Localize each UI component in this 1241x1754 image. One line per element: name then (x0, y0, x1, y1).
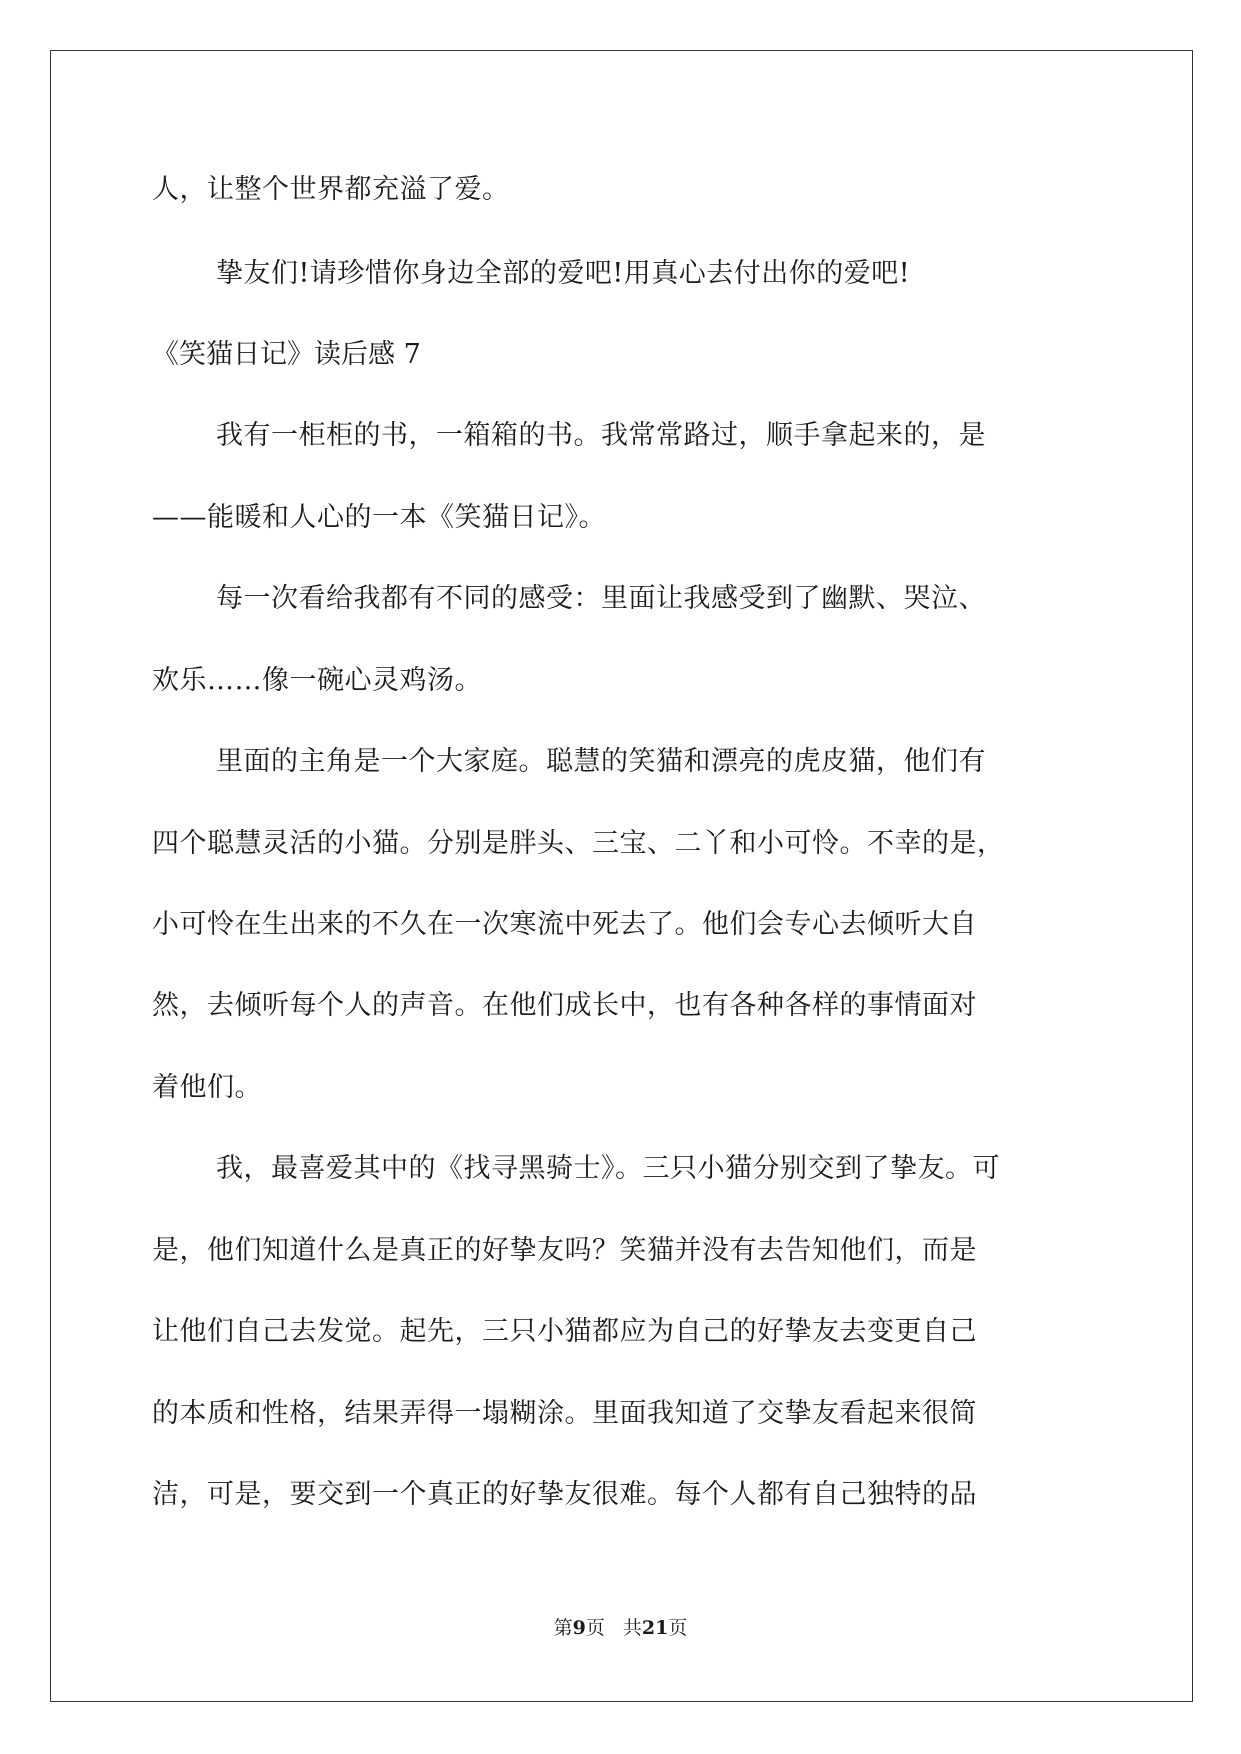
footer-page-prefix: 第 (553, 1617, 573, 1639)
section-title: 《笑猫日记》读后感 7 (152, 339, 421, 370)
text-line: 着他们。 (152, 1072, 262, 1103)
text-line: 欢乐……像一碗心灵鸡汤。 (152, 665, 482, 696)
text-line: 每一次看给我都有不同的感受：里面让我感受到了幽默、哭泣、 (216, 583, 986, 614)
text-line: 洁，可是，要交到一个真正的好挚友很难。每个人都有自己独特的品 (152, 1479, 977, 1510)
text-line: 然，去倾听每个人的声音。在他们成长中，也有各种各样的事情面对 (152, 990, 977, 1021)
text-line: 我有一柜柜的书，一箱箱的书。我常常路过，顺手拿起来的，是 (216, 420, 986, 451)
text-line: 四个聪慧灵活的小猫。分别是胖头、三宝、二丫和小可怜。不幸的是， (152, 828, 1005, 859)
text-line: 我，最喜爱其中的《找寻黑骑士》。三只小猫分别交到了挚友。可 (216, 1153, 1000, 1184)
text-line: 的本质和性格，结果弄得一塌糊涂。里面我知道了交挚友看起来很简 (152, 1398, 977, 1429)
text-line: 小可怜在生出来的不久在一次寒流中死去了。他们会专心去倾听大自 (152, 909, 977, 940)
footer-total-suffix: 页 (668, 1617, 688, 1639)
footer-page-suffix: 页 (585, 1617, 605, 1639)
footer-page-number: 9 (572, 1617, 586, 1639)
page-border (50, 50, 1193, 1702)
footer-total-pages: 21 (641, 1617, 669, 1639)
text-line: 挚友们!请珍惜你身边全部的爱吧!用真心去付出你的爱吧! (216, 258, 911, 289)
page-footer (0, 1616, 1241, 1640)
text-line: 里面的主角是一个大家庭。聪慧的笑猫和漂亮的虎皮猫，他们有 (216, 746, 986, 777)
text-line: 是，他们知道什么是真正的好挚友吗？笑猫并没有去告知他们，而是 (152, 1235, 977, 1266)
footer-total-prefix: 共 (622, 1617, 642, 1639)
text-line: 人，让整个世界都充溢了爱。 (152, 174, 510, 205)
text-line: 让他们自己去发觉。起先，三只小猫都应为自己的好挚友去变更自己 (152, 1316, 977, 1347)
text-line: ——能暖和人心的一本《笑猫日记》。 (152, 502, 606, 533)
